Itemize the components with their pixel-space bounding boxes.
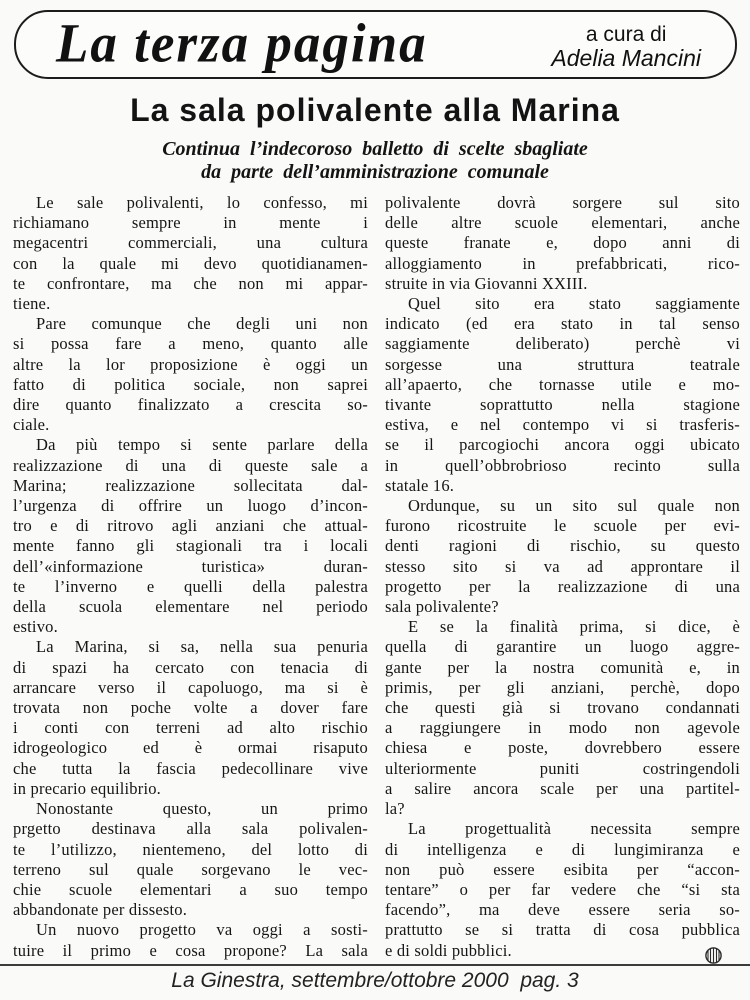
paragraph xyxy=(13,435,368,637)
text-line: a salire ancora scale per una partitel- xyxy=(385,778,740,798)
text-line: progetto per la realizzazione di una xyxy=(385,576,740,596)
text-line: primis, per gli anziani, perchè, dopo xyxy=(385,677,740,697)
text-line: che questi già si trovano condannati xyxy=(385,698,740,718)
paragraph xyxy=(385,819,740,960)
text-line: con la quale mi devo quotidianamen- xyxy=(13,253,368,273)
text-line: trovata non poche volte a dover fare xyxy=(13,698,368,718)
paragraph xyxy=(385,294,740,496)
paragraph xyxy=(385,193,740,294)
text-line: indicato (ed era stato in tal senso xyxy=(385,314,740,334)
text-line: non può essere esibita per “accon- xyxy=(385,859,740,879)
text-line: idrogeologico ed è ormai risaputo xyxy=(13,738,368,758)
text-line: l’urgenza di offrire un luogo d’incon- xyxy=(13,496,368,516)
text-line: ulteriormente puniti costringendoli xyxy=(385,758,740,778)
text-line: prattutto se si tratta di cosa pubblica xyxy=(385,920,740,940)
text-line: della scuola elementare nel periodo xyxy=(13,597,368,617)
text-line: furono ricostruite le scuole per evi- xyxy=(385,516,740,536)
article-subtitle xyxy=(0,138,750,184)
text-line: queste franate e, dopo anni di xyxy=(385,233,740,253)
text-line: denti ragioni di rischio, su questo xyxy=(385,536,740,556)
text-line: che tutta la fascia pedecollinare vive xyxy=(13,758,368,778)
text-line: tivante soprattutto nella stagione xyxy=(385,395,740,415)
paragraph xyxy=(13,920,368,960)
text-line: si possa fare a meno, quanto alle xyxy=(13,334,368,354)
text-line: struite in via Giovanni XXIII. xyxy=(385,273,588,293)
text-line: Marina; realizzazione sollecitata dal- xyxy=(13,475,368,495)
text-line: Quel sito era stato saggiamente xyxy=(408,294,740,314)
text-line: e di soldi pubblici. xyxy=(385,940,512,960)
text-line: abbandonate per dissesto. xyxy=(13,900,188,920)
footer-imprint: La Ginestra, settembre/ottobre 2000 pag. 3 xyxy=(171,969,579,992)
paragraph xyxy=(385,617,740,819)
text-line: stesso sito si va ad approntare il xyxy=(385,556,740,576)
text-line: chie scuole elementari a suo tempo xyxy=(13,879,368,899)
text-line: facendo”, ma deve essere seria so- xyxy=(385,900,740,920)
paragraph xyxy=(13,799,368,920)
paragraph xyxy=(13,193,368,314)
text-line: polivalente dovrà sorgere sul sito xyxy=(385,193,740,212)
article-headline: La sala polivalente alla Marina xyxy=(130,92,620,128)
text-line: megacentri commerciali, una cultura xyxy=(13,233,368,253)
text-line: La Marina, si sa, nella sua penuria xyxy=(36,637,368,657)
text-line: estiva, e nel contempo vi si trasferis- xyxy=(385,415,740,435)
text-line: sorgesse una struttura teatrale xyxy=(385,354,740,374)
text-line: mente fanno gli stagionali tra i locali xyxy=(13,536,368,556)
text-line: gante per la nostra comunità e, in xyxy=(385,657,740,677)
text-line: in quell’obbrobrioso recinto sulla xyxy=(385,455,740,475)
text-line: ciale. xyxy=(13,415,50,435)
text-line: i conti con terreni ad alto rischio xyxy=(13,718,368,738)
text-line: Un nuovo progetto va oggi a sosti- xyxy=(36,920,368,940)
text-line: sala polivalente? xyxy=(385,597,499,617)
text-line: arrancare verso il capoluogo, ma si è xyxy=(13,677,368,697)
text-line: te l’inverno e quelli della palestra xyxy=(13,576,368,596)
curator-name: Adelia Mancini xyxy=(551,45,701,72)
text-line: tro e di ritrovo agli anziani che attual- xyxy=(13,516,368,536)
text-line: delle altre scuole elementari, anche xyxy=(385,213,740,233)
text-line: Pare comunque che degli uni non xyxy=(36,314,368,334)
text-line: saggiamente deliberato) perchè vi xyxy=(385,334,740,354)
footer-divider xyxy=(0,964,750,966)
text-line: altre la lor proposizione è oggi un xyxy=(13,354,368,374)
text-line: dire quanto finalizzato a crescita so- xyxy=(13,395,368,415)
text-line: La progettualità necessita sempre xyxy=(408,819,740,839)
text-line: dell’«informazione turistica» duran- xyxy=(13,556,368,576)
text-line: statale 16. xyxy=(385,475,455,495)
text-line: la? xyxy=(385,799,405,819)
text-line: quella di garantire un luogo aggre- xyxy=(385,637,740,657)
text-line: Nonostante questo, un primo xyxy=(36,799,368,819)
article-subtitle-line-2: da parte dell’amministrazione comunale xyxy=(201,161,549,183)
masthead-box xyxy=(14,10,737,79)
masthead-curator xyxy=(551,17,701,72)
masthead-title: La terza pagina xyxy=(56,13,428,75)
text-line: Ordunque, su un sito sul quale non xyxy=(408,496,740,516)
text-line: a raggiungere in modo non agevole xyxy=(385,718,740,738)
paragraph xyxy=(13,637,368,799)
text-line: te confrontare, ma che non mi appar- xyxy=(13,273,368,293)
text-line: terreno sul quale sorgevano le vec- xyxy=(13,859,368,879)
curator-prefix: a cura di xyxy=(585,22,667,46)
text-line: tentare” o per far vedere che “si sta xyxy=(385,879,740,899)
text-line: prgetto destinava alla sala polivalen- xyxy=(13,819,368,839)
text-line: Da più tempo si sente parlare della xyxy=(36,435,368,455)
end-of-article-icon xyxy=(704,946,723,965)
text-line: di intelligenza e di lungimiranza e xyxy=(385,839,740,859)
text-line: se il parcogiochi ancora oggi ubicato xyxy=(385,435,740,455)
text-line: in precario equilibrio. xyxy=(13,778,162,798)
text-line: estivo. xyxy=(13,617,58,637)
text-line: E se la finalità prima, si dice, è xyxy=(408,617,740,637)
text-line: Le sale polivalenti, lo confesso, mi xyxy=(36,193,368,212)
article-subtitle-line-1: Continua l’indecoroso balletto di scelte sbagliate xyxy=(162,138,588,160)
text-line: tuire il primo e cosa propone? La sala xyxy=(13,940,368,960)
text-line: tiene. xyxy=(13,294,51,314)
article-column-left xyxy=(13,193,368,961)
text-line: richiamano sempre in mente i xyxy=(13,213,368,233)
article-body xyxy=(13,193,740,961)
text-line: te l’utilizzo, nientemeno, del lotto di xyxy=(13,839,368,859)
paragraph xyxy=(385,496,740,617)
text-line: di spazi ha cercato con tenacia di xyxy=(13,657,368,677)
text-line: all’apaerto, che tornasse utile e mo- xyxy=(385,374,740,394)
article-column-right xyxy=(385,193,740,961)
text-line: realizzazione di una di queste sale a xyxy=(13,455,368,475)
paragraph xyxy=(13,314,368,435)
text-line: alloggiamento in prefabbricati, rico- xyxy=(385,253,740,273)
text-line: fatto di politica sociale, non saprei xyxy=(13,374,368,394)
text-line: chiesa e poste, dovrebbero essere xyxy=(385,738,740,758)
